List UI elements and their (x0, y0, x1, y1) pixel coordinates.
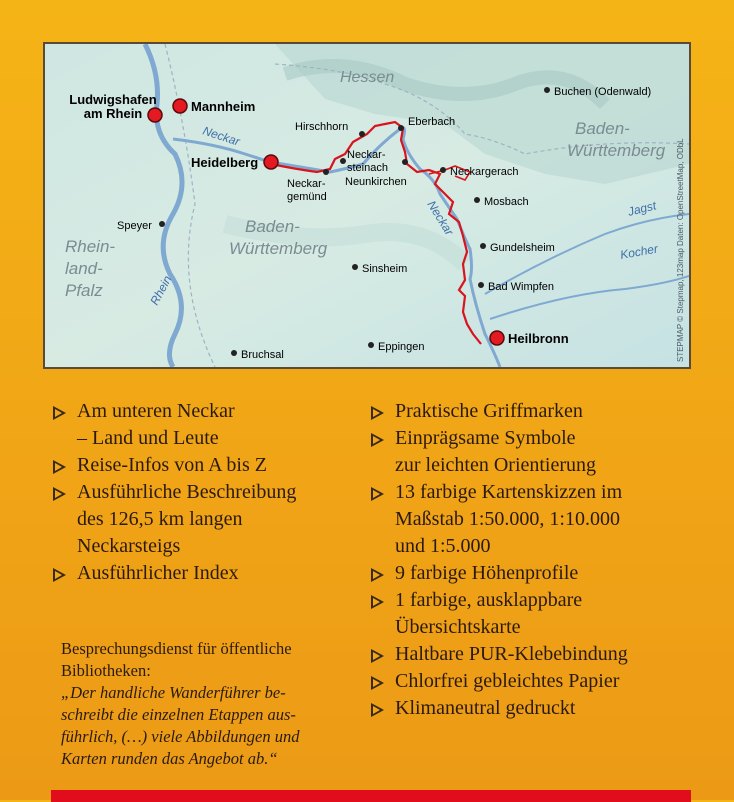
feature-text: Maßstab 1:50.000, 1:10.000 (395, 508, 620, 530)
feature-item (371, 641, 701, 668)
dot-neckargerach (440, 167, 446, 173)
marker-heidelberg (264, 155, 278, 169)
label-mannheim: Mannheim (191, 99, 256, 114)
features-right-list (371, 398, 701, 722)
label-neckarsteinach-2: steinach (347, 162, 388, 174)
feature-text: Chlorfrei gebleichtes Papier (395, 670, 620, 692)
triangle-bullet-icon (53, 406, 66, 420)
overview-map (43, 42, 691, 369)
triangle-bullet-icon (371, 406, 384, 420)
label-neckargerach: Neckargerach (450, 166, 519, 178)
label-neckar-east: Neckar (424, 198, 457, 238)
label-bruchsal: Bruchsal (241, 349, 284, 361)
label-land: land- (65, 259, 103, 278)
dot-eppingen (368, 342, 374, 348)
feature-text: 9 farbige Höhenprofile (395, 562, 579, 584)
label-eberbach: Eberbach (408, 116, 456, 128)
label-neckarsteinach-1: Neckar- (347, 149, 386, 161)
label-gundelsheim: Gundelsheim (490, 242, 555, 254)
feature-item (371, 425, 701, 479)
label-ludwigshafen-2: am Rhein (83, 106, 143, 121)
dot-speyer (159, 221, 165, 227)
label-wuerttemberg-east: Württemberg (567, 141, 666, 160)
label-hirschhorn: Hirschhorn (295, 121, 349, 133)
triangle-bullet-icon (371, 649, 384, 663)
marker-ludwigshafen (148, 108, 162, 122)
triangle-bullet-icon (53, 568, 66, 582)
label-baden-east: Baden- (575, 119, 630, 138)
review-source-1: Besprechungsdienst für öffentliche (61, 639, 292, 658)
label-sinsheim: Sinsheim (362, 263, 408, 275)
triangle-bullet-icon (53, 460, 66, 474)
feature-item (53, 479, 353, 560)
feature-text: Übersichtskarte (395, 616, 521, 638)
feature-item (371, 587, 701, 641)
dot-sinsheim (352, 264, 358, 270)
map-graphic (45, 44, 689, 367)
label-rheinland: Rhein- (65, 237, 116, 256)
feature-text: 1 farbige, ausklappbare (395, 589, 583, 611)
library-review (61, 638, 361, 770)
label-neckar-west: Neckar (201, 123, 242, 149)
triangle-bullet-icon (371, 676, 384, 690)
features-left-list (53, 398, 353, 587)
feature-text: – Land und Leute (77, 427, 219, 449)
marker-mannheim (173, 99, 187, 113)
feature-item (371, 479, 701, 560)
feature-text: Haltbare PUR-Klebebindung (395, 643, 628, 665)
feature-item (53, 560, 353, 587)
triangle-bullet-icon (53, 487, 66, 501)
feature-text: Einprägsame Symbole (395, 427, 576, 449)
review-quote-2: schreibt die einzelnen Etappen aus- (61, 705, 296, 724)
review-quote-1: „Der handliche Wanderführer be- (61, 683, 286, 702)
feature-item (371, 560, 701, 587)
label-heilbronn: Heilbronn (508, 331, 569, 346)
dot-neckarsteinach (340, 158, 346, 164)
label-neckargemuend-1: Neckar- (287, 178, 326, 190)
feature-text: und 1:5.000 (395, 535, 491, 557)
triangle-bullet-icon (371, 568, 384, 582)
triangle-bullet-icon (371, 487, 384, 501)
label-rhein: Rhein (147, 273, 175, 308)
marker-heilbronn (490, 331, 504, 345)
label-ludwigshafen-1: Ludwigshafen (69, 92, 157, 107)
label-speyer: Speyer (117, 220, 152, 232)
feature-item (371, 695, 701, 722)
feature-item (53, 398, 353, 452)
feature-text: Praktische Griffmarken (395, 400, 583, 422)
label-jagst: Jagst (626, 198, 658, 219)
review-source-2: Bibliotheken: (61, 661, 151, 680)
feature-text: 13 farbige Kartenskizzen im (395, 481, 623, 503)
label-eppingen: Eppingen (378, 341, 425, 353)
dot-neunkirchen (402, 159, 408, 165)
review-quote-3: führlich, (…) viele Abbildungen und (61, 727, 300, 746)
feature-text: Ausführliche Beschreibung (77, 481, 297, 503)
feature-text: Reise-Infos von A bis Z (77, 454, 267, 476)
label-hessen: Hessen (340, 69, 395, 86)
dot-bruchsal (231, 350, 237, 356)
feature-item (371, 398, 701, 425)
dot-mosbach (474, 197, 480, 203)
dot-hirschhorn (359, 131, 365, 137)
map-credit: STEPMAP © Stepmap, 123map Daten: OpenStreetMap, ODbL (676, 138, 685, 362)
label-buchen: Buchen (Odenwald) (554, 86, 652, 98)
dot-bad-wimpfen (478, 282, 484, 288)
triangle-bullet-icon (371, 433, 384, 447)
accent-bar (51, 790, 691, 802)
feature-text: Am unteren Neckar (77, 400, 235, 422)
label-pfalz: Pfalz (65, 281, 103, 300)
label-wuerttemberg-mid: Württemberg (229, 239, 328, 258)
dot-eberbach (398, 125, 404, 131)
label-mosbach: Mosbach (484, 196, 529, 208)
feature-text: zur leichten Orientierung (395, 454, 597, 476)
feature-text: Klimaneutral gedruckt (395, 697, 576, 719)
feature-item (371, 668, 701, 695)
dot-neckargemuend (323, 169, 329, 175)
label-bad-wimpfen: Bad Wimpfen (488, 281, 555, 293)
label-neunkirchen: Neunkirchen (345, 176, 407, 188)
label-neckargemuend-2: gemünd (287, 191, 327, 203)
feature-text: Ausführlicher Index (77, 562, 239, 584)
feature-item (53, 452, 353, 479)
feature-text: Neckarsteigs (77, 535, 181, 557)
triangle-bullet-icon (371, 703, 384, 717)
triangle-bullet-icon (371, 595, 384, 609)
feature-text: des 126,5 km langen (77, 508, 243, 530)
label-heidelberg: Heidelberg (191, 155, 259, 170)
dot-gundelsheim (480, 243, 486, 249)
review-quote-4: Karten runden das Angebot ab.“ (61, 749, 278, 768)
label-kocher: Kocher (619, 241, 659, 262)
dot-buchen (544, 87, 550, 93)
label-baden-mid: Baden- (245, 217, 300, 236)
